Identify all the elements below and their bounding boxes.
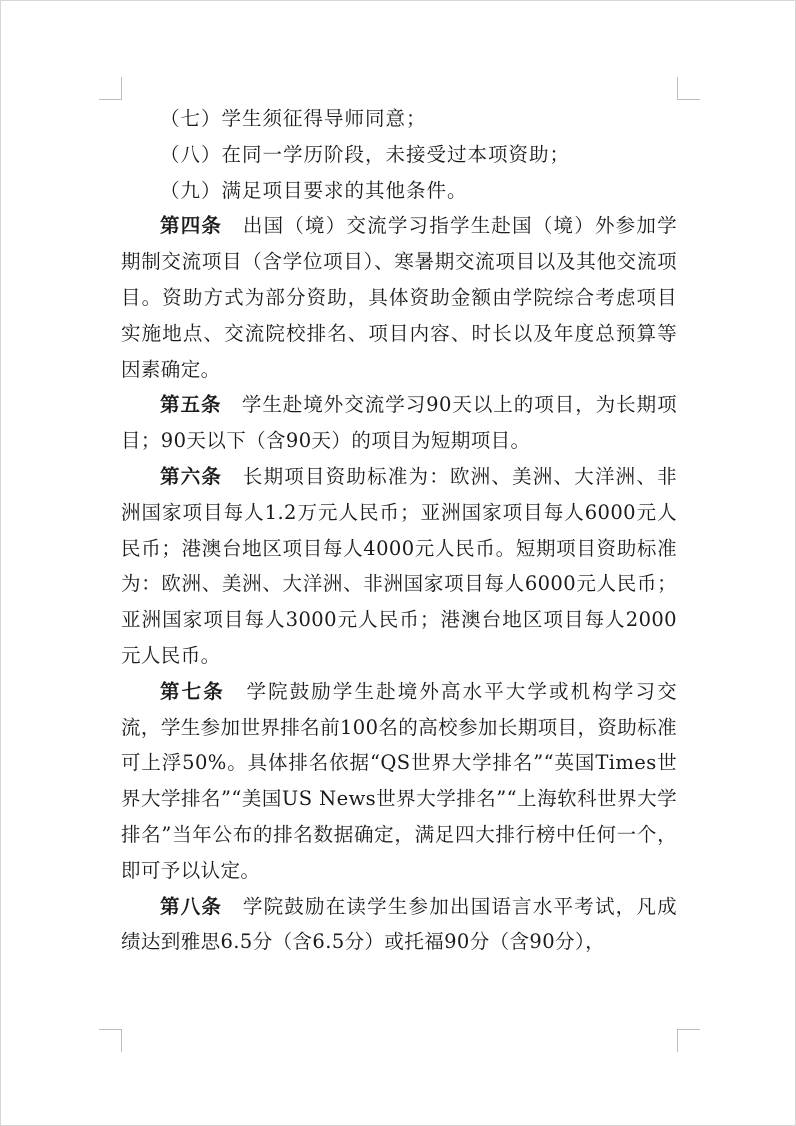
paragraph-text: （九）满足项目要求的其他条件。	[160, 178, 468, 202]
article-5-paragraph	[121, 387, 677, 459]
article-4-paragraph	[121, 208, 677, 387]
article-8-paragraph	[121, 889, 677, 961]
crop-mark-top-right	[677, 77, 700, 100]
crop-mark-bottom-left	[99, 1029, 122, 1052]
article-heading: 第八条	[160, 894, 223, 918]
paragraph-text: 长期项目资助标准为：欧洲、美洲、大洋洲、非洲国家项目每人1.2万元人民币；亚洲国家项目每人6000元人民币；港澳台地区项目每人4000元人民币。短期项目资助标准为：欧洲、美洲、大洋洲、非洲国家项目每人6000元人民币；亚洲国家项目每人3000元人民币；港澳台地区项目每人2000元人民币。	[121, 464, 677, 667]
paragraph-text: 学院鼓励在读学生参加出国语言水平考试，凡成绩达到雅思6.5分（含6.5分）或托福90分（含90分），	[121, 894, 677, 954]
list-item-7	[121, 101, 677, 137]
article-heading: 第七条	[160, 679, 225, 703]
paragraph-text: 学院鼓励学生赴境外高水平大学或机构学习交流，学生参加世界排名前100名的高校参加长期项目，资助标准可上浮50%。具体排名依据“QS世界大学排名”“英国Times世界大学排名”“美国US News世界大学排名”“上海软科世界大学排名”当年公布的排名数据确定，满足四大排行榜中任何一个，即可予以认定。	[121, 679, 677, 882]
article-heading: 第四条	[160, 214, 223, 238]
article-heading: 第六条	[160, 464, 223, 488]
article-7-paragraph	[121, 674, 677, 889]
list-item-8	[121, 137, 677, 173]
paragraph-text: 学生赴境外交流学习90天以上的项目，为长期项目；90天以下（含90天）的项目为短期项目。	[121, 393, 677, 453]
crop-mark-bottom-right	[677, 1029, 700, 1052]
list-item-9	[121, 173, 677, 209]
crop-mark-top-left	[99, 77, 122, 100]
paragraph-text: （八）在同一学历阶段，未接受过本项资助；	[160, 142, 571, 166]
paragraph-text: 出国（境）交流学习指学生赴国（境）外参加学期制交流项目（含学位项目）、寒暑期交流项目以及其他交流项目。资助方式为部分资助，具体资助金额由学院综合考虑项目实施地点、交流院校排名、项目内容、时长以及年度总预算等因素确定。	[121, 214, 677, 381]
article-heading: 第五条	[160, 393, 222, 417]
article-6-paragraph	[121, 459, 677, 674]
paragraph-text: （七）学生须征得导师同意；	[160, 107, 427, 130]
document-body	[121, 101, 677, 960]
